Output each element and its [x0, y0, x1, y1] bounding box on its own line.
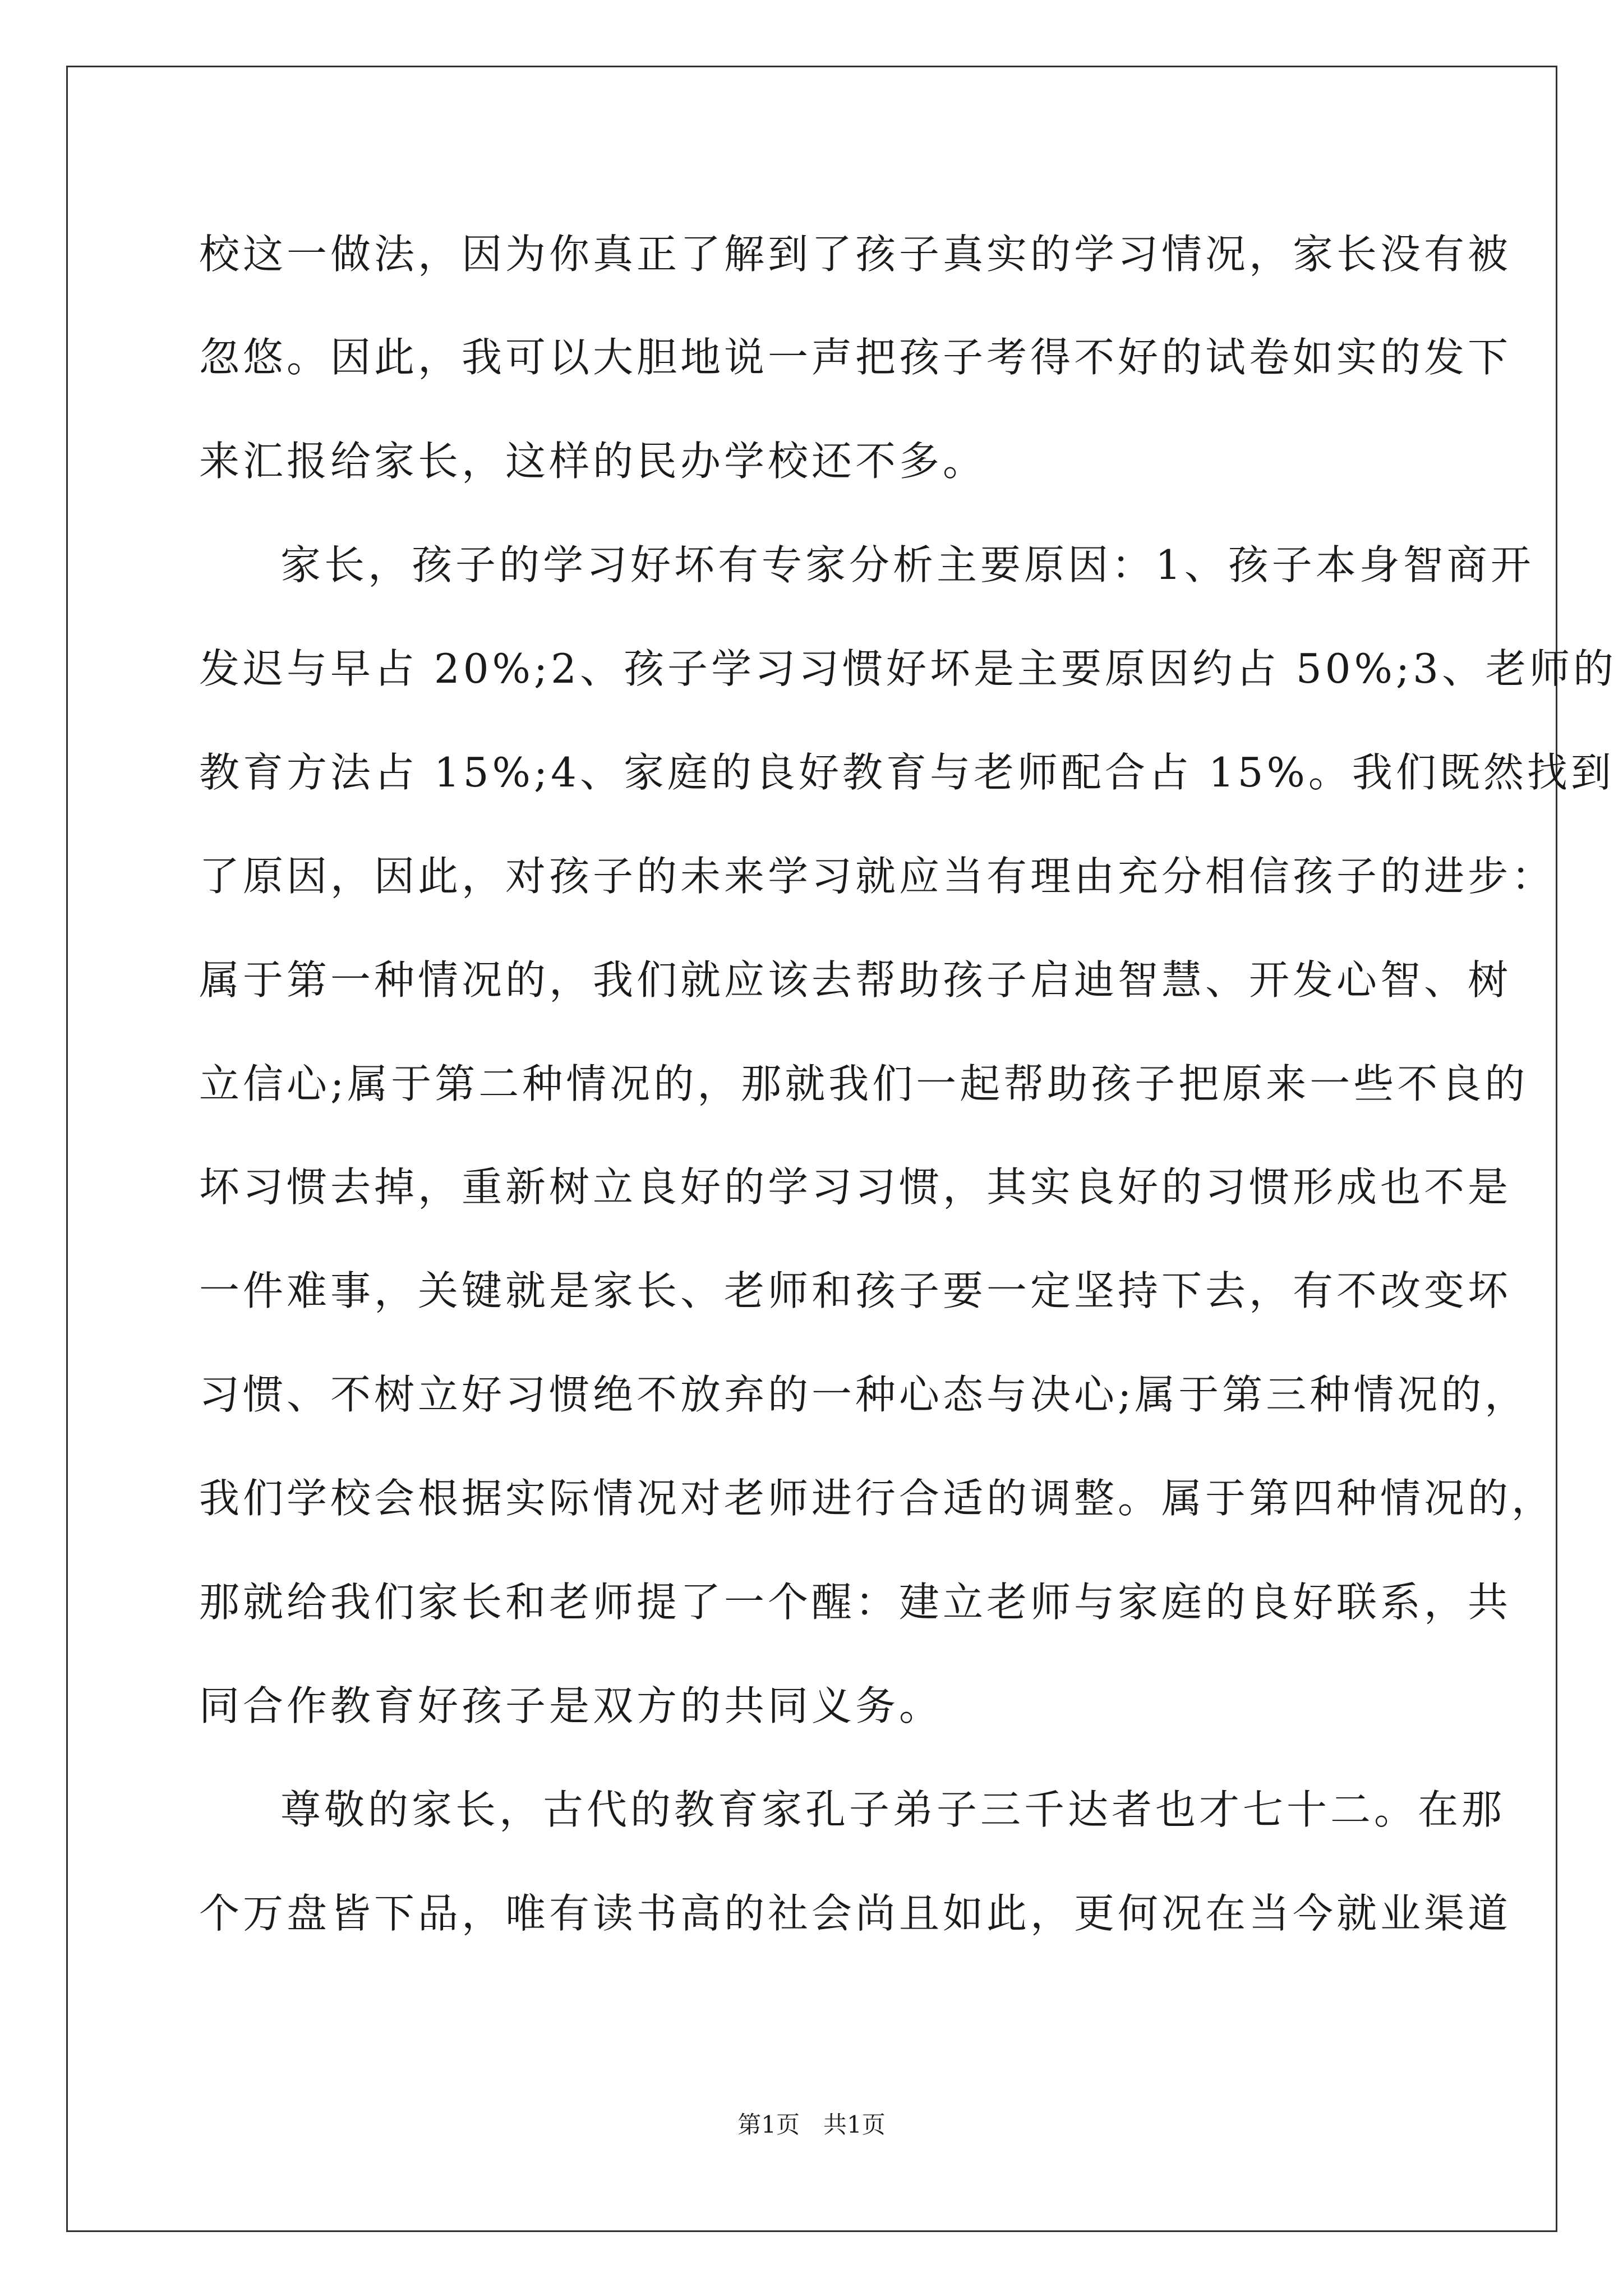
- text-line: 发迟与早占 20%;2、孩子学习习惯好坏是主要原因约占 50%;3、老师的: [199, 645, 1617, 692]
- text-line: 我们学校会根据实际情况对老师进行合适的调整。属于第四种情况的，: [199, 1475, 1556, 1522]
- text-line: 个万盘皆下品，唯有读书高的社会尚且如此，更何况在当今就业渠道: [199, 1890, 1512, 1937]
- document-body: [199, 0, 1617, 2296]
- text-line: 忽悠。因此，我可以大胆地说一声把孩子考得不好的试卷如实的发下: [199, 334, 1512, 381]
- paragraph-start-line: 家长，孩子的学习好坏有专家分析主要原因：1、孩子本身智商开: [280, 541, 1534, 588]
- text-line: 属于第一种情况的，我们就应该去帮助孩子启迪智慧、开发心智、树: [199, 956, 1512, 1004]
- text-line: 坏习惯去掉，重新树立良好的学习习惯，其实良好的习惯形成也不是: [199, 1163, 1512, 1211]
- text-line: 习惯、不树立好习惯绝不放弃的一种心态与决心;属于第三种情况的，: [199, 1371, 1529, 1418]
- text-line: 立信心;属于第二种情况的，那就我们一起帮助孩子把原来一些不良的: [199, 1060, 1529, 1107]
- text-line: 了原因，因此，对孩子的未来学习就应当有理由充分相信孩子的进步：: [199, 853, 1556, 900]
- text-line: 来汇报给家长，这样的民办学校还不多。: [199, 438, 987, 485]
- page-footer: [0, 2109, 1623, 2141]
- text-line: 校这一做法，因为你真正了解到了孩子真实的学习情况，家长没有被: [199, 231, 1512, 278]
- page-number-label: 第1页 共1页: [737, 2111, 886, 2138]
- text-line: 教育方法占 15%;4、家庭的良好教育与老师配合占 15%。我们既然找到: [199, 749, 1615, 796]
- text-line: 那就给我们家长和老师提了一个醒：建立老师与家庭的良好联系，共: [199, 1579, 1512, 1626]
- text-line: 同合作教育好孩子是双方的共同义务。: [199, 1682, 943, 1729]
- paragraph-start-line: 尊敬的家长，古代的教育家孔子弟子三千达者也才七十二。在那: [280, 1786, 1506, 1833]
- text-line: 一件难事，关键就是家长、老师和孩子要一定坚持下去，有不改变坏: [199, 1267, 1512, 1314]
